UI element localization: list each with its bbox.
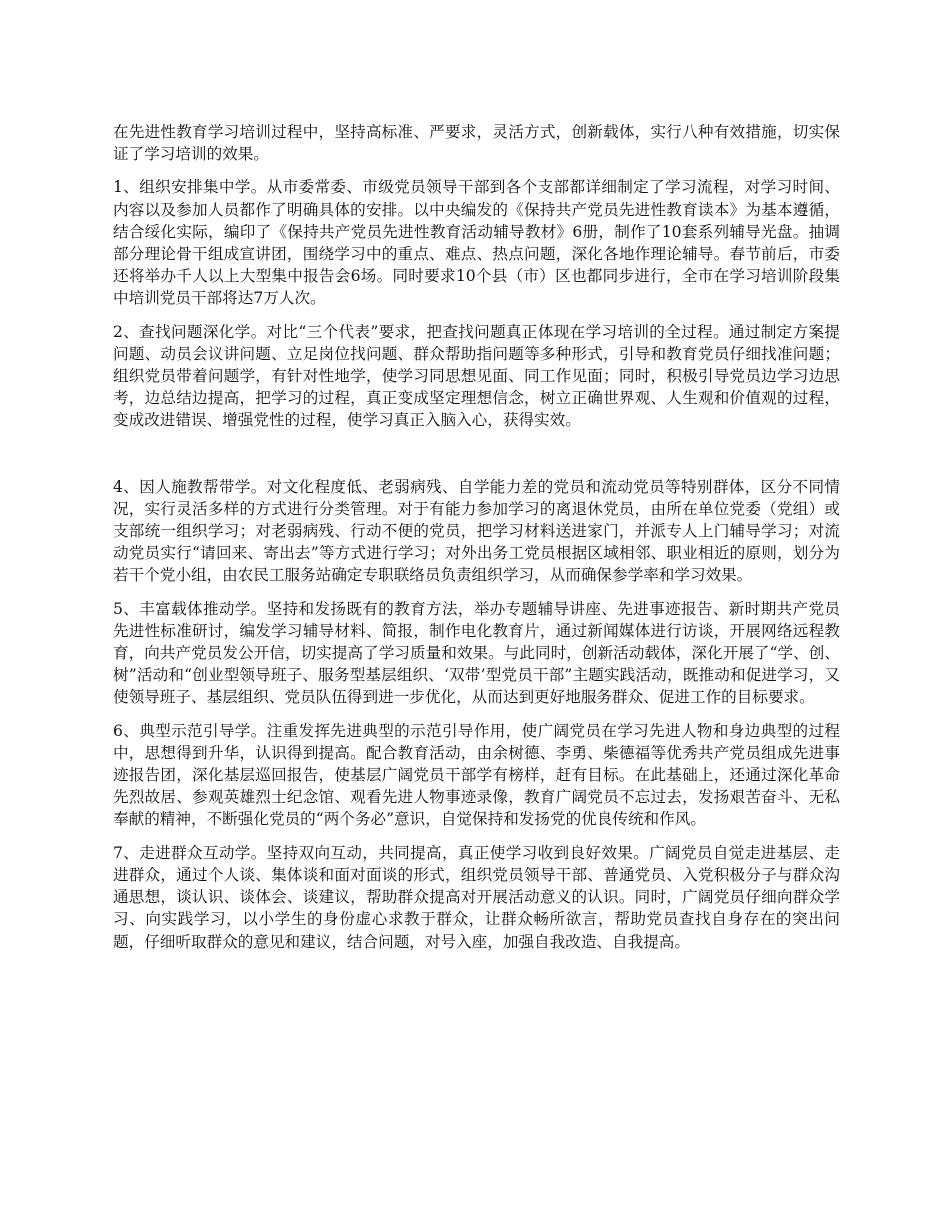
paragraph-intro: 在先进性教育学习培训过程中，坚持高标准、严要求，灵活方式，创新载体，实行八种有效措施，切实保证了学习培训的效果。 [113, 123, 840, 164]
paragraph-item-4: 4、因人施教帮带学。对文化程度低、老弱病残、自学能力差的党员和流动党员等特别群体，区分不同情况，实行灵活多样的方式进行分类管理。对于有能力参加学习的离退休党员，由所在单位党委（党组）或支部统一组织学习；对老弱病残、行动不便的党员，把学习材料送进家门，并派专人上门辅导学习；对流动党员实行“请回来、寄出去”等方式进行学习；对外出务工党员根据区域相邻、职业相近的原则，划分为若干个党小组，由农民工服务站确定专职联络员负责组织学习，从而确保参学率和学习效果。 [113, 477, 840, 585]
paragraph-item-6: 6、典型示范引导学。注重发挥先进典型的示范引导作用，使广阔党员在学习先进人物和身边典型的过程中，思想得到升华，认识得到提高。配合教育活动，由余树德、李勇、柴德福等优秀共产党员组成先进事迹报告团，深化基层巡回报告，使基层广阔党员干部学有榜样，赶有目标。在此基础上，还通过深化革命先烈故居、参观英雄烈士纪念馆、观看先进人物事迹录像，教育广阔党员不忘过去，发扬艰苦奋斗、无私奉献的精神，不断强化党员的“两个务必”意识，自觉保持和发扬党的优良传统和作风。 [113, 721, 840, 829]
blank-gap [113, 443, 840, 476]
paragraph-item-1: 1、组织安排集中学。从市委常委、市级党员领导干部到各个支部都详细制定了学习流程，对学习时间、内容以及参加人员都作了明确具体的安排。以中央编发的《保持共产党员先进性教育读本》为基本遵循，结合绥化实际，编印了《保持共产党员先进性教育活动辅导教材》6册，制作了10套系列辅导光盘。抽调部分理论骨干组成宣讲团，围绕学习中的重点、难点、热点问题，深化各地作理论辅导。春节前后，市委还将举办千人以上大型集中报告会6场。同时要求10个县（市）区也都同步进行，全市在学习培训阶段集中培训党员干部将达7万人次。 [113, 178, 840, 308]
paragraph-item-7: 7、走进群众互动学。坚持双向互动，共同提高，真正使学习收到良好效果。广阔党员自觉走进基层、走进群众，通过个人谈、集体谈和面对面谈的形式，组织党员领导干部、普通党员、入党积极分子与群众沟通思想，谈认识、谈体会、谈建议，帮助群众提高对开展活动意义的认识。同时，广阔党员仔细向群众学习、向实践学习，以小学生的身份虚心求教于群众，让群众畅所欲言，帮助党员查找自身存在的突出问题，仔细听取群众的意见和建议，结合问题，对号入座，加强自我改造、自我提高。 [113, 843, 840, 951]
paragraph-item-2: 2、查找问题深化学。对比“三个代表”要求，把查找问题真正体现在学习培训的全过程。通过制定方案提问题、动员会议讲问题、立足岗位找问题、群众帮助指问题等多种形式，引导和教育党员仔细找准问题；组织党员带着问题学，有针对性地学，使学习同思想见面、同工作见面；同时，积极引导党员边学习边思考，边总结边提高，把学习的过程，真正变成坚定理想信念，树立正确世界观、人生观和价值观的过程，变成改进错误、增强党性的过程，使学习真正入脑入心，获得实效。 [113, 322, 840, 430]
document-body [113, 121, 840, 964]
paragraph-item-5: 5、丰富载体推动学。坚持和发扬既有的教育方法，举办专题辅导讲座、先进事迹报告、新时期共产党员先进性标准研讨，编发学习辅导材料、简报，制作电化教育片，通过新闻媒体进行访谈，开展网络远程教育，向共产党员发公开信，切实提高了学习质量和效果。与此同时，创新活动载体，深化开展了“学、创、树”活动和“创业型领导班子、服务型基层组织、‘双带’型党员干部”主题实践活动，既推动和促进学习，又使领导班子、基层组织、党员队伍得到进一步优化，从而达到更好地服务群众、促进工作的目标要求。 [113, 599, 840, 707]
